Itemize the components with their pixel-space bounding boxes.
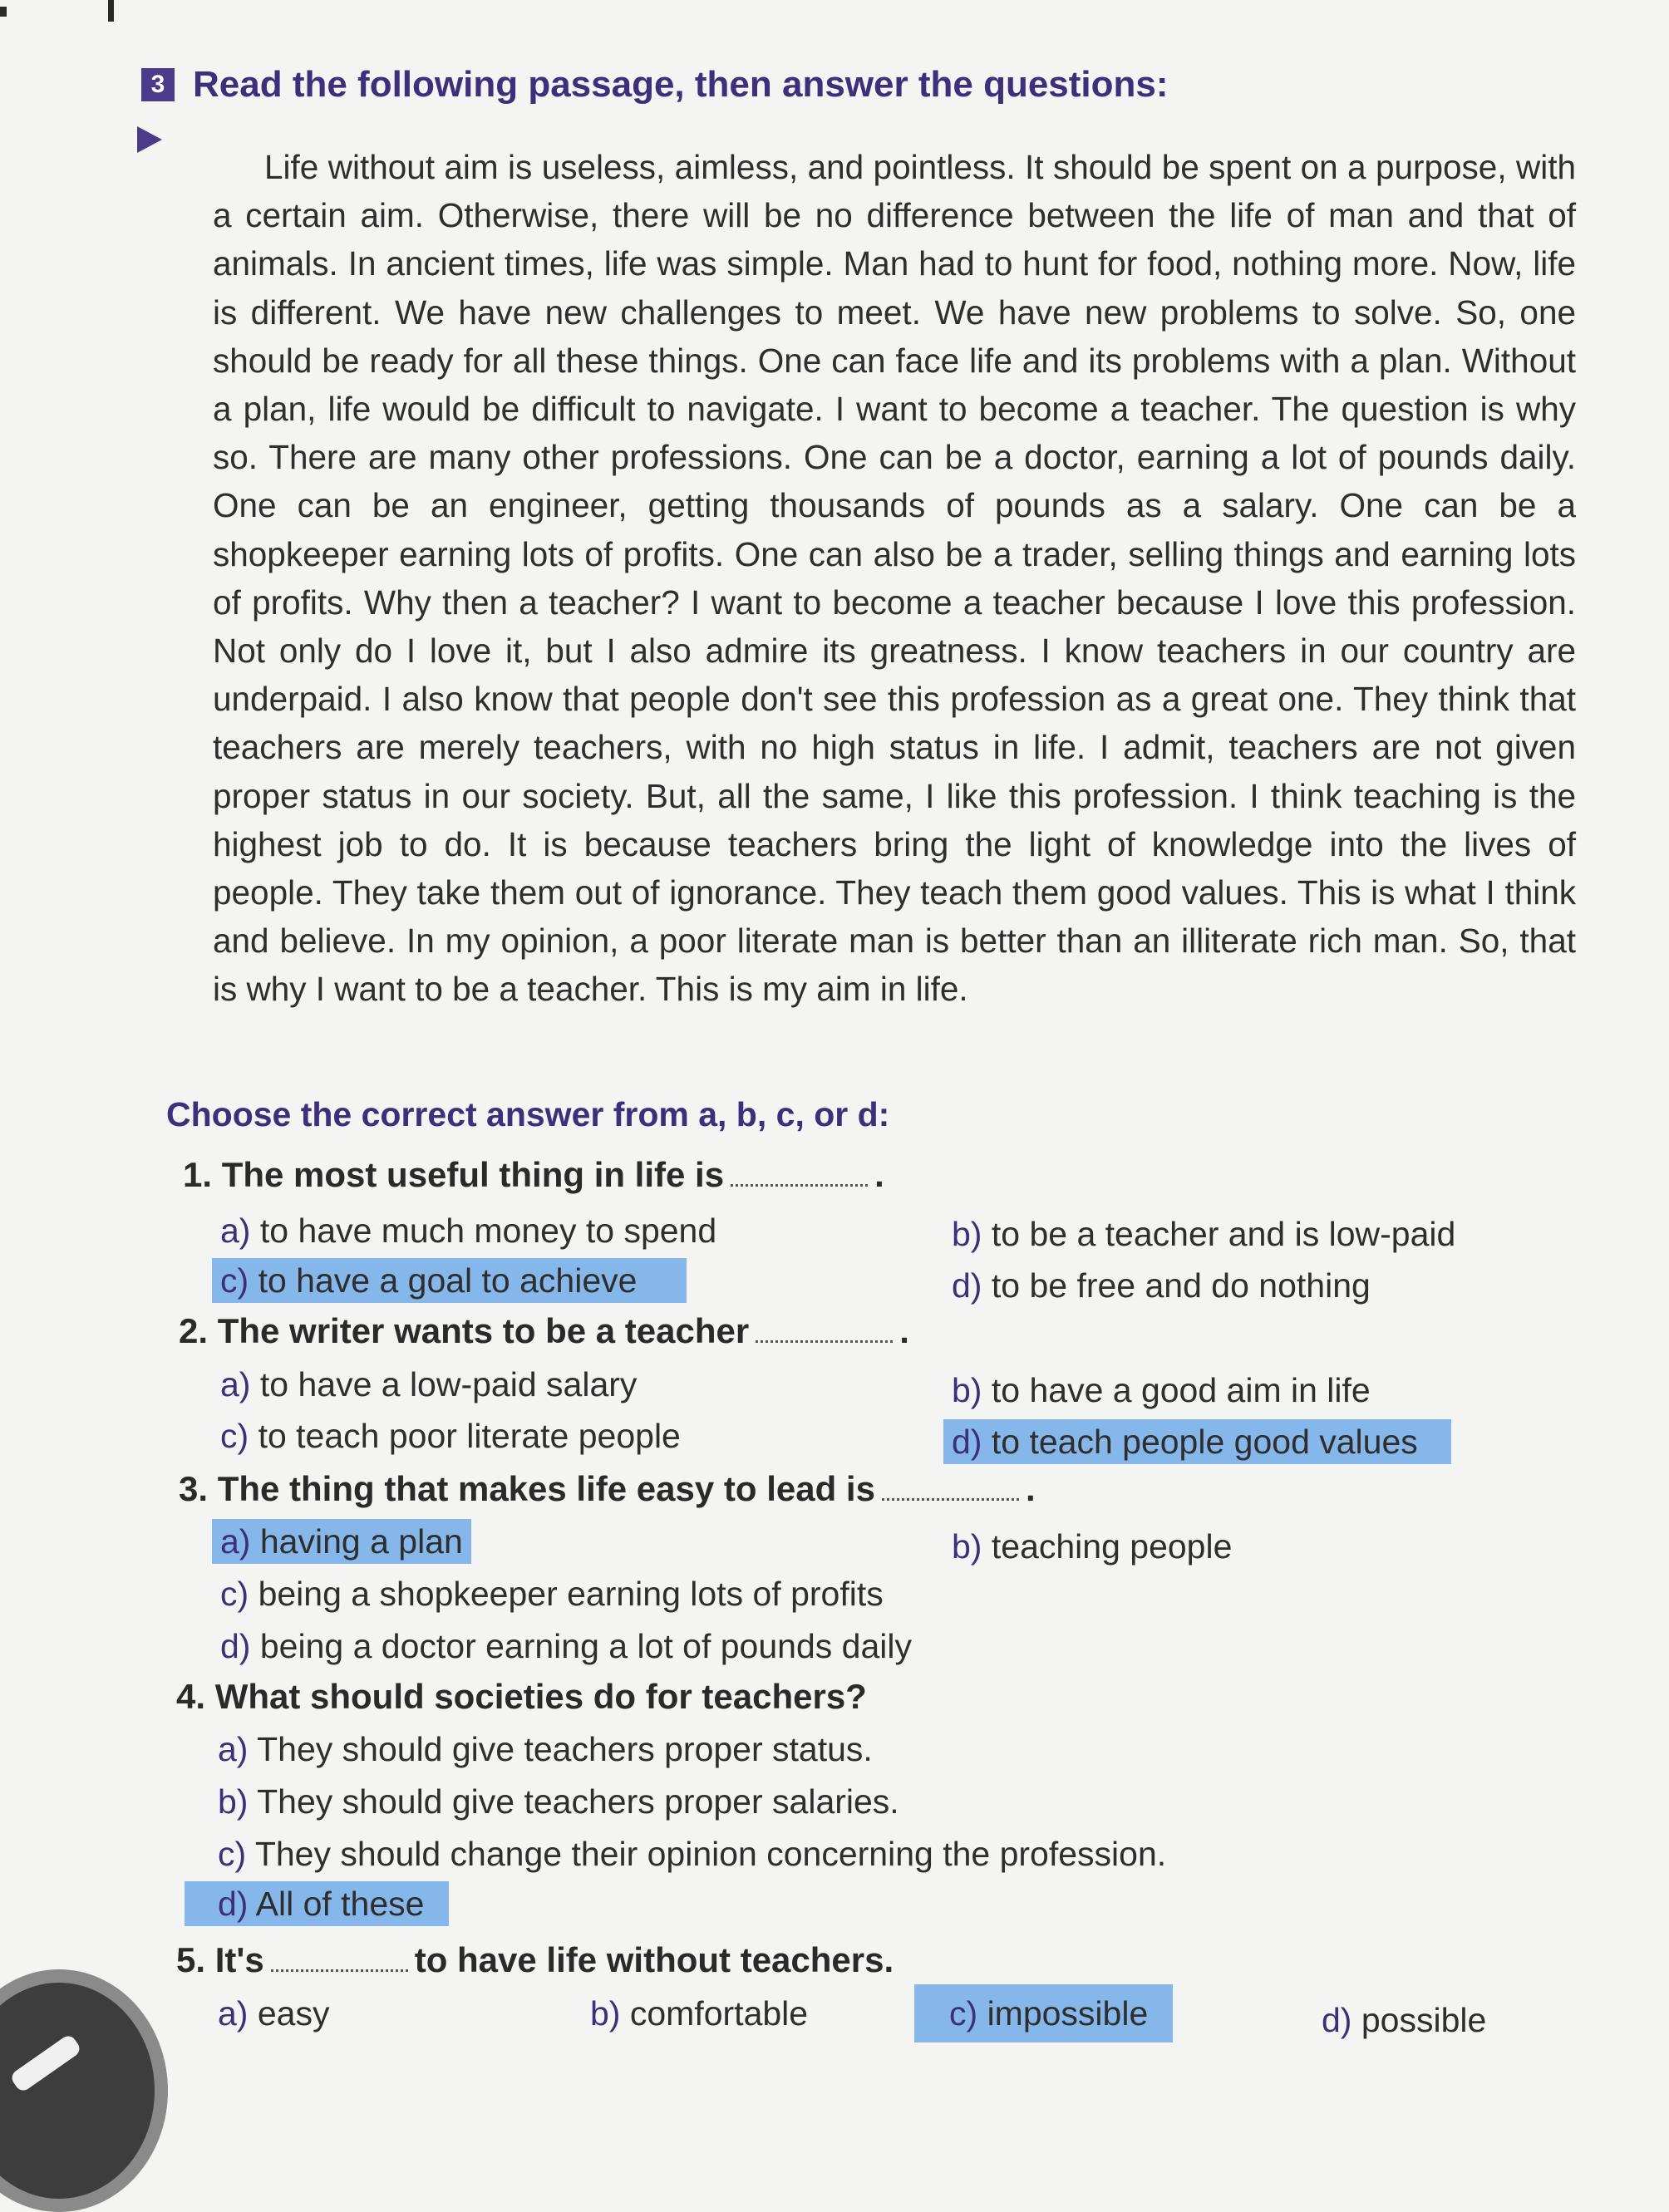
q2-option-b[interactable]: b) to have a good aim in life <box>952 1371 1371 1409</box>
q1-option-d[interactable]: d) to be free and do nothing <box>952 1266 1371 1305</box>
q1-option-b[interactable]: b) to be a teacher and is low-paid <box>952 1215 1456 1253</box>
q3-option-c[interactable]: c) being a shopkeeper earning lots of profits <box>220 1575 884 1613</box>
reading-passage: Life without aim is useless, aimless, and pointless. It should be spent on a purpose, with a certain aim. Otherwise, there will be no difference between the life of man and that of animals. In ancient times, life was simple. Man had to hunt for food, nothing more. Now, life is different. We have new challenges to meet. We have new problems to solve. So, one should be ready for all these things. One can face life and its problems with a plan. Without a plan, life would be difficult to navigate. I want to become a teacher. The question is why so. There are many other professions. One can be a doctor, earning a lot of pounds daily. One can be an engineer, getting thousands of pounds as a salary. One can be a shopkeeper earning lots of profits. One can also be a trader, selling things and earning lots of profits. Why then a teacher? I want to become a teacher because I love this profession. Not only do I love it, but I also admire its greatness. I know teachers in our country are underpaid. I also know that people don't see this profession as a great one. They think that teachers are merely teachers, with no high status in life. I admit, teachers are not given proper status in our society. But, all the same, I like this profession. I think teaching is the highest job to do. It is because teachers bring the light of knowledge into the lives of people. They take them out of ignorance. They teach them good values. This is what I think and believe. In my opinion, a poor literate man is better than an illiterate rich man. So, that is why I want to be a teacher. This is my aim in life. <box>213 148 1576 1009</box>
question-1: 1. The most useful thing in life is . <box>183 1155 884 1194</box>
q4-option-a[interactable]: a) They should give teachers proper status. <box>218 1730 873 1768</box>
q5-option-c[interactable] <box>923 1994 1173 2033</box>
q4-option-b[interactable]: b) They should give teachers proper salaries. <box>218 1782 899 1821</box>
answer-highlight: d) to teach people good values <box>943 1419 1451 1464</box>
exercise-number: 3 <box>141 68 175 101</box>
answer-highlight: a) having a plan <box>212 1519 471 1564</box>
instruction-heading: Choose the correct answer from a, b, c, or d: <box>166 1095 890 1133</box>
question-3: 3. The thing that makes life easy to lead is . <box>179 1469 1036 1508</box>
answer-blank <box>731 1167 868 1187</box>
answer-highlight: d) All of these <box>185 1881 449 1926</box>
edge-mark <box>108 0 114 22</box>
answer-blank <box>271 1953 408 1972</box>
answer-highlight: c) impossible <box>914 1984 1173 2042</box>
q3-option-a[interactable] <box>220 1522 471 1561</box>
q1-option-a[interactable]: a) to have much money to spend <box>220 1212 717 1250</box>
q3-option-b[interactable]: b) teaching people <box>952 1527 1233 1566</box>
edge-mark <box>0 7 7 17</box>
q5-option-b[interactable]: b) comfortable <box>590 1994 809 2033</box>
q2-option-c[interactable]: c) to teach poor literate people <box>220 1417 681 1455</box>
question-4: 4. What should societies do for teachers? <box>176 1677 867 1716</box>
q4-option-d[interactable] <box>193 1885 449 1924</box>
finger-shadow <box>0 1969 168 2212</box>
q5-option-a[interactable]: a) easy <box>218 1994 330 2033</box>
q5-option-d[interactable]: d) possible <box>1322 2001 1487 2039</box>
q3-option-d[interactable]: d) being a doctor earning a lot of pounds daily <box>220 1627 912 1665</box>
q4-option-c[interactable]: c) They should change their opinion concerning the profession. <box>218 1835 1167 1873</box>
q2-option-d[interactable] <box>952 1423 1451 1462</box>
exercise-title: Read the following passage, then answer the questions: <box>193 64 1169 105</box>
answer-highlight: c) to have a goal to achieve <box>212 1258 687 1303</box>
answer-blank <box>756 1324 893 1343</box>
play-arrow-icon <box>137 126 162 153</box>
q2-option-a[interactable]: a) to have a low-paid salary <box>220 1365 638 1403</box>
answer-blank <box>882 1482 1019 1501</box>
q1-option-c[interactable] <box>220 1261 687 1300</box>
question-2: 2. The writer wants to be a teacher . <box>179 1311 909 1350</box>
exercise-heading <box>141 60 1169 110</box>
question-5: 5. It's to have life without teachers. <box>176 1940 894 1979</box>
